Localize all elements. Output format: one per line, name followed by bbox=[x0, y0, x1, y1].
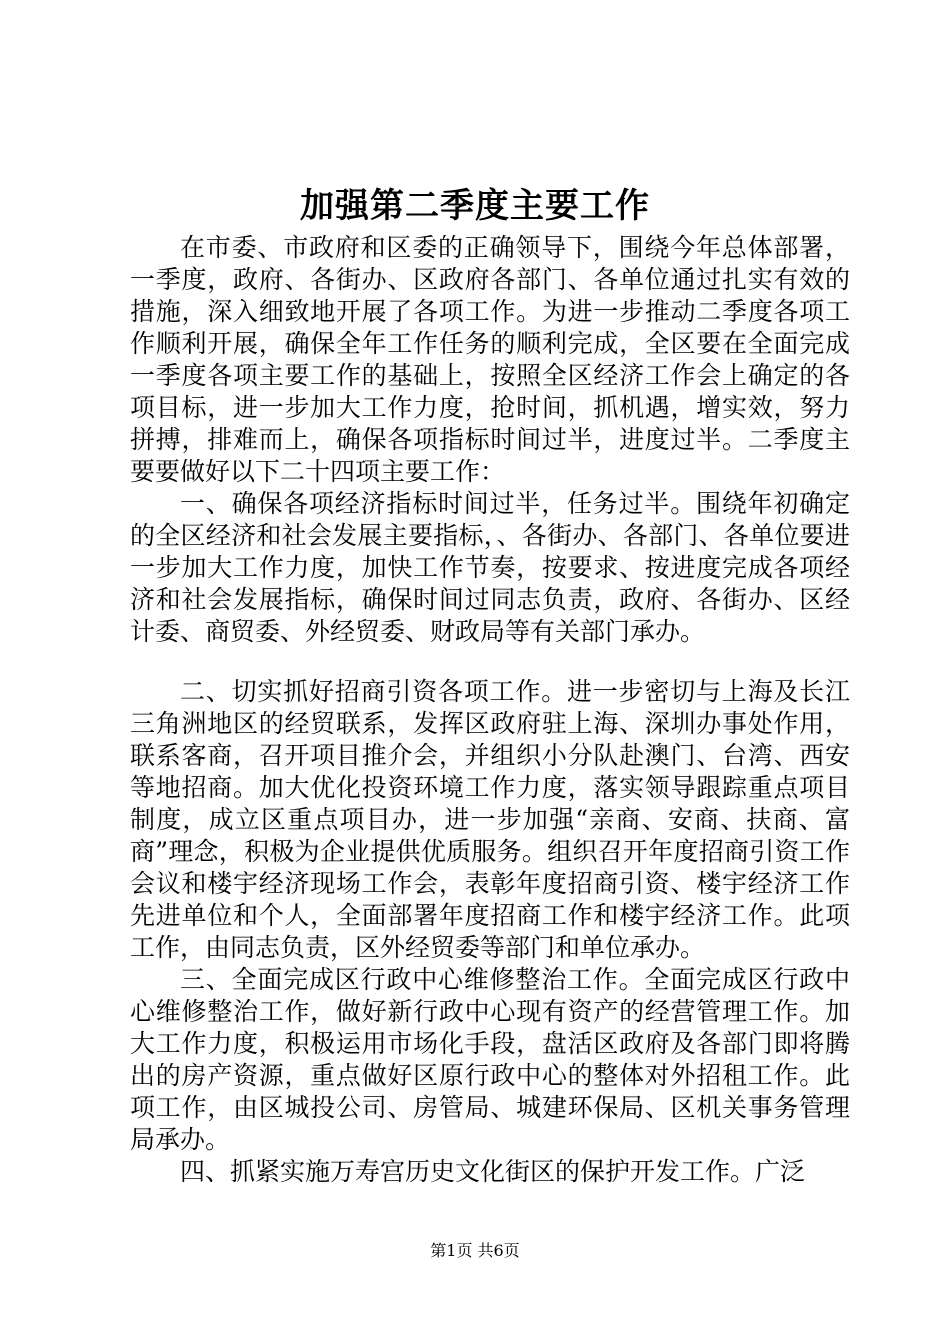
page-number-footer: 第1页 共6页 bbox=[430, 1241, 520, 1260]
paragraph-item-2: 二、切实抓好招商引资各项工作。进一步密切与上海及长江三角洲地区的经贸联系，发挥区政府驻上海、深圳办事处作用，联系客商，召开项目推介会，并组织小分队赴澳门、台湾、西安等地招商。加大优化投资环境工作力度，落实领导跟踪重点项目制度，成立区重点项目办，进一步加强“亲商、安商、扶商、富商”理念，积极为企业提供优质服务。组织召开年度招商引资工作会议和楼宇经济现场工作会，表彰年度招商引资、楼宇经济工作先进单位和个人，全面部署年度招商工作和楼宇经济工作。此项工作，由同志负责，区外经贸委等部门和单位承办。 bbox=[130, 677, 850, 962]
paragraph-item-4: 四、抓紧实施万寿宫历史文化街区的保护开发工作。广泛 bbox=[180, 1157, 806, 1186]
document-title: 加强第二季度主要工作 bbox=[300, 186, 650, 226]
document-body bbox=[130, 232, 850, 1188]
paragraph-spacer bbox=[130, 648, 850, 676]
paragraph-item-1: 一、确保各项经济指标时间过半，任务过半。围绕年初确定的全区经济和社会发展主要指标，、各街办、各部门、各单位要进一步加大工作力度，加快工作节奏，按要求、按进度完成各项经济和社会发展指标，确保时间过同志负责，政府、各街办、区经计委、商贸委、外经贸委、财政局等有关部门承办。 bbox=[130, 489, 850, 646]
paragraph-item-3: 三、全面完成区行政中心维修整治工作。全面完成区行政中心维修整治工作，做好新行政中心现有资产的经营管理工作。加大工作力度，积极运用市场化手段，盘活区政府及各部门即将腾出的房产资源，重点做好区原行政中心的整体对外招租工作。此项工作，由区城投公司、房管局、城建环保局、区机关事务管理局承办。 bbox=[130, 965, 850, 1154]
paragraph-intro: 在市委、市政府和区委的正确领导下，围绕今年总体部署，一季度，政府、各街办、区政府各部门、各单位通过扎实有效的措施，深入细致地开展了各项工作。为进一步推动二季度各项工作顺利开展，确保全年工作任务的顺利完成，全区要在全面完成一季度各项主要工作的基础上，按照全区经济工作会上确定的各项目标，进一步加大工作力度，抢时间，抓机遇，增实效，努力拼搏，排难而上，确保各项指标时间过半，进度过半。二季度主要要做好以下二十四项主要工作： bbox=[130, 233, 850, 486]
